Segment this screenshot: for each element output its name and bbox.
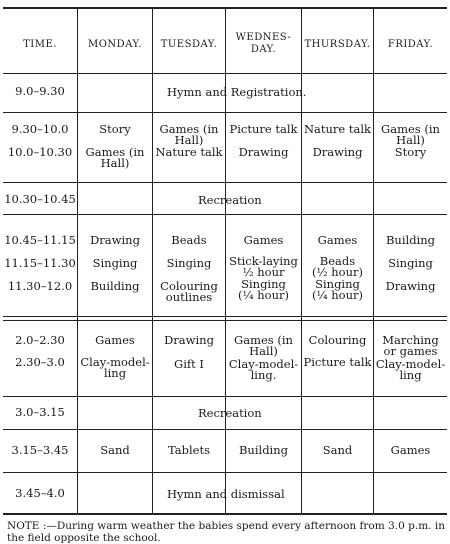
header-wednesday: WEDNES- DAY. [235, 32, 292, 55]
schedule-cell: Drawing [90, 233, 140, 247]
schedule-cell: Drawing [385, 279, 436, 293]
schedule-cell: Games [390, 443, 431, 457]
schedule-cell: Sand [100, 443, 130, 457]
schedule-cell: Building [90, 279, 140, 293]
schedule-cell: Picture talk [229, 122, 298, 136]
schedule-cell: Colouring [308, 333, 367, 347]
header-time: TIME. [23, 38, 57, 50]
time-cell: 9.30–10.0 [11, 122, 69, 136]
time-cell: 2.0–2.30 [15, 333, 65, 347]
schedule-cell: Games (in Hall) [159, 122, 219, 147]
schedule-cell: Nature talk [155, 145, 223, 159]
row-divider [3, 396, 447, 397]
header-tuesday: TUESDAY. [160, 38, 218, 50]
time-cell: 10.0–10.30 [7, 145, 73, 159]
schedule-cell: Clay-model- ling. [228, 357, 299, 382]
footnote: NOTE :—During warm weather the babies spend every afternoon from 3.0 p.m. in the field opposite the school. [7, 520, 445, 544]
schedule-cell: Singing [92, 256, 138, 270]
span-cell: Recreation [198, 406, 262, 420]
row-divider [3, 472, 447, 473]
schedule-cell: Story [394, 145, 427, 159]
time-cell: 3.45–4.0 [15, 486, 65, 500]
timetable [3, 7, 447, 515]
schedule-cell: Drawing [238, 145, 289, 159]
schedule-cell: Beads [171, 233, 207, 247]
time-cell: 11.15–11.30 [4, 256, 76, 270]
schedule-cell: Colouring outlines [160, 279, 218, 304]
time-cell: 9.0–9.30 [15, 84, 65, 98]
time-cell: 2.30–3.0 [15, 355, 65, 369]
schedule-cell: Singing (¼ hour) [311, 277, 363, 302]
header-friday: FRIDAY. [387, 38, 434, 50]
schedule-cell: Tablets [167, 443, 210, 457]
schedule-cell: Games (in Hall) [85, 145, 145, 170]
time-cell: 3.0–3.15 [15, 405, 65, 419]
row-divider-double [3, 316, 447, 317]
schedule-cell: Games (in Hall) [381, 122, 440, 147]
schedule-cell: Drawing [164, 333, 214, 347]
time-cell: 3.15–3.45 [11, 443, 69, 457]
schedule-cell: Building [238, 443, 289, 457]
span-cell: Recreation [198, 193, 262, 207]
row-divider-double [3, 320, 447, 321]
row-divider [3, 214, 447, 215]
time-cell: 10.30–10.45 [4, 192, 76, 206]
schedule-cell: Sand [322, 443, 353, 457]
schedule-cell: Singing [166, 256, 212, 270]
span-cell: Hymn and dismissal [167, 487, 285, 501]
schedule-cell: Stick-laying ½ hour [229, 254, 298, 279]
schedule-cell: Games [95, 333, 135, 347]
schedule-cell: Games (in Hall) [234, 333, 293, 358]
header-monday: MONDAY. [87, 38, 142, 50]
schedule-cell: Clay-model- ling [375, 357, 446, 382]
row-divider [3, 182, 447, 183]
span-cell: Hymn and Registration. [167, 85, 307, 99]
schedule-cell: Drawing [312, 145, 363, 159]
schedule-cell: Marching or games [382, 333, 439, 358]
time-cell: 10.45–11.15 [4, 233, 76, 247]
row-divider [3, 112, 447, 113]
header-thursday: THURSDAY. [304, 38, 371, 50]
schedule-cell: Gift I [174, 357, 204, 371]
time-cell: 11.30–12.0 [7, 279, 73, 293]
schedule-cell: Story [99, 122, 131, 136]
row-divider [3, 429, 447, 430]
schedule-cell: Singing (¼ hour) [237, 277, 289, 302]
schedule-cell: Singing [388, 256, 433, 270]
row-divider [3, 73, 447, 74]
schedule-cell: Games [243, 233, 284, 247]
schedule-cell: Beads (½ hour) [311, 254, 363, 279]
schedule-cell: Clay-model- ling [80, 355, 150, 380]
schedule-cell: Building [385, 233, 436, 247]
schedule-cell: Picture talk [303, 355, 372, 369]
schedule-cell: Nature talk [303, 122, 372, 136]
schedule-cell: Games [317, 233, 358, 247]
